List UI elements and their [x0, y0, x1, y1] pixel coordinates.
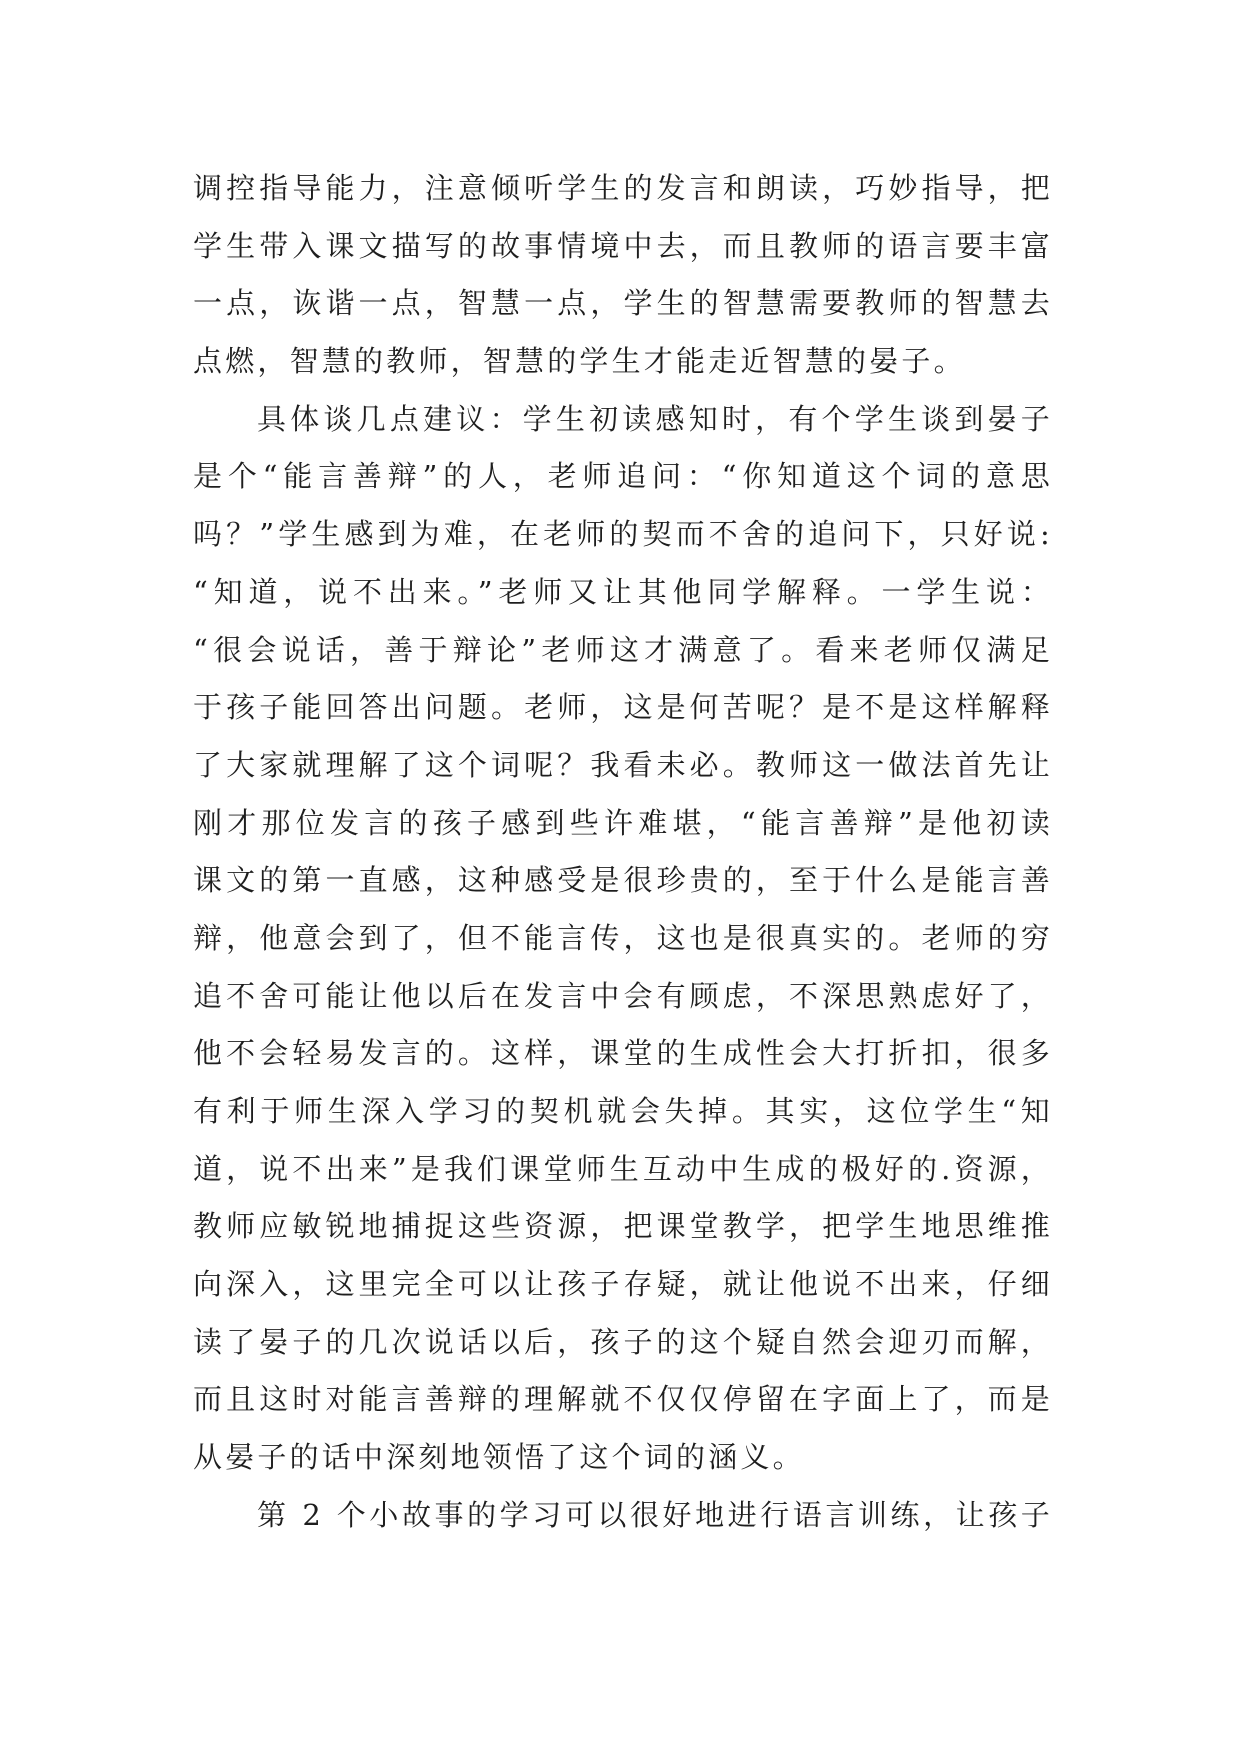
text-line: 而且这时对能言善辩的理解就不仅仅停留在字面上了，而是: [193, 1382, 1053, 1417]
text-line: 是个“能言善辩”的人，老师追问：“你知道这个词的意思: [193, 459, 1053, 494]
text-line: 第 2 个小故事的学习可以很好地进行语言训练，让孩子: [257, 1497, 1053, 1532]
text-line: 读了晏子的几次说话以后，孩子的这个疑自然会迎刃而解，: [193, 1324, 1053, 1359]
text-line: 有利于师生深入学习的契机就会失掉。其实，这位学生“知: [193, 1094, 1053, 1128]
text-line: 学生带入课文描写的故事情境中去，而且教师的语言要丰富: [193, 228, 1053, 263]
text-line: 从晏子的话中深刻地领悟了这个词的涵义。: [193, 1440, 805, 1475]
text-line: 调控指导能力，注意倾听学生的发言和朗读，巧妙指导，把: [193, 171, 1053, 205]
text-line: 于孩子能回答出问题。老师，这是何苦呢？是不是这样解释: [193, 690, 1053, 725]
text-line: 一点，诙谐一点，智慧一点，学生的智慧需要教师的智慧去: [193, 286, 1053, 321]
text-line: 追不舍可能让他以后在发言中会有顾虑，不深思熟虑好了，: [193, 978, 1053, 1013]
text-line: 课文的第一直感，这种感受是很珍贵的，至于什么是能言善: [193, 863, 1053, 898]
text-line: “知道，说不出来。”老师又让其他同学解释。一学生说：: [193, 574, 1053, 609]
text-line: “很会说话，善于辩论”老师这才满意了。看来老师仅满足: [193, 632, 1053, 667]
text-line: 向深入，这里完全可以让孩子存疑，就让他说不出来，仔细: [193, 1267, 1053, 1302]
text-line: 他不会轻易发言的。这样，课堂的生成性会大打折扣，很多: [193, 1036, 1053, 1071]
text-line: 辩，他意会到了，但不能言传，这也是很真实的。老师的穷: [193, 920, 1053, 955]
text-line: 具体谈几点建议：学生初读感知时，有个学生谈到晏子: [257, 401, 1053, 436]
text-line: 了大家就理解了这个词呢？我看未必。教师这一做法首先让: [193, 747, 1053, 782]
text-line: 教师应敏锐地捕捉这些资源，把课堂教学，把学生地思维推: [193, 1209, 1053, 1244]
text-line: 点燃，智慧的教师，智慧的学生才能走近智慧的晏子。: [193, 344, 966, 379]
text-line: 道，说不出来”是我们课堂师生互动中生成的极好的.资源，: [193, 1151, 1053, 1186]
body-text: [193, 160, 1053, 1545]
text-line: 吗？”学生感到为难，在老师的契而不舍的追问下，只好说:: [193, 517, 1053, 552]
text-line: 刚才那位发言的孩子感到些许难堪，“能言善辩”是他初读: [193, 805, 1053, 840]
